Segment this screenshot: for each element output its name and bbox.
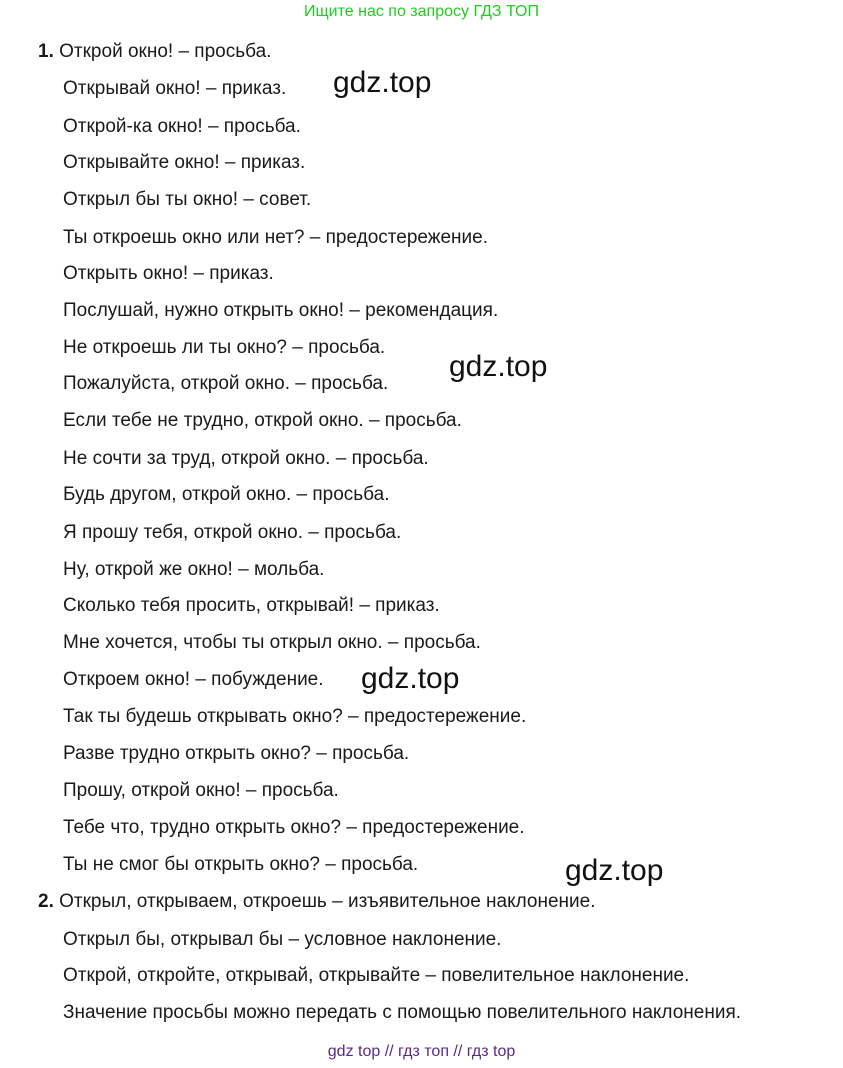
watermark: gdz.top: [333, 66, 432, 99]
page-header-banner: Ищите нас по запросу ГДЗ ТОП: [304, 3, 539, 20]
section-2-number: 2.: [38, 891, 54, 912]
page-footer-watermark: gdz top // гдз топ // гдз top: [327, 1043, 516, 1060]
answer-line: Открыть окно! – приказ.: [63, 263, 274, 284]
answer-line: Разве трудно открыть окно? – просьба.: [63, 743, 410, 764]
answer-line: Ты не смог бы открыть окно? – просьба.: [63, 854, 419, 875]
answer-line: Тебе что, трудно открыть окно? – предостережение.: [63, 817, 525, 838]
section-1-line-1: [38, 41, 271, 63]
answer-line: Открой-ка окно! – просьба.: [63, 116, 301, 137]
answer-line: Откроем окно! – побуждение.: [63, 669, 324, 690]
answer-line: Я прошу тебя, открой окно. – просьба.: [63, 522, 402, 543]
watermark: gdz.top: [565, 854, 664, 887]
answer-line: Так ты будешь открывать окно? – предостережение.: [63, 706, 527, 727]
answer-line: Ну, открой же окно! – мольба.: [63, 559, 325, 580]
answer-line: Открывай окно! – приказ.: [63, 78, 287, 99]
answer-line: Открой, откройте, открывай, открывайте – повелительное наклонение.: [63, 965, 690, 986]
answer-line: Открой окно! – просьба.: [59, 41, 272, 62]
answer-line: Если тебе не трудно, открой окно. – просьба.: [63, 410, 462, 431]
answer-line: Пожалуйста, открой окно. – просьба.: [63, 373, 389, 394]
answer-line: Ты откроешь окно или нет? – предостережение.: [63, 227, 488, 248]
section-1-number: 1.: [38, 41, 54, 62]
watermark: gdz.top: [361, 662, 460, 695]
answer-line: Прошу, открой окно! – просьба.: [63, 780, 339, 801]
answer-line: Открывайте окно! – приказ.: [63, 152, 306, 173]
watermark: gdz.top: [449, 350, 548, 383]
answer-line: Значение просьбы можно передать с помощью повелительного наклонения.: [63, 1002, 742, 1023]
answer-line: Открыл, открываем, откроешь – изъявительное наклонение.: [59, 891, 596, 912]
answer-line: Мне хочется, чтобы ты открыл окно. – просьба.: [63, 632, 481, 653]
section-2-line-1: [38, 891, 596, 913]
answer-line: Не откроешь ли ты окно? – просьба.: [63, 337, 386, 358]
answer-line: Открыл бы ты окно! – совет.: [63, 189, 312, 210]
answer-line: Послушай, нужно открыть окно! – рекомендация.: [63, 300, 499, 321]
answer-line: Открыл бы, открывал бы – условное наклонение.: [63, 929, 502, 950]
answer-line: Будь другом, открой окно. – просьба.: [63, 484, 390, 505]
answer-line: Не сочти за труд, открой окно. – просьба.: [63, 448, 429, 469]
answer-line: Сколько тебя просить, открывай! – приказ.: [63, 595, 440, 616]
